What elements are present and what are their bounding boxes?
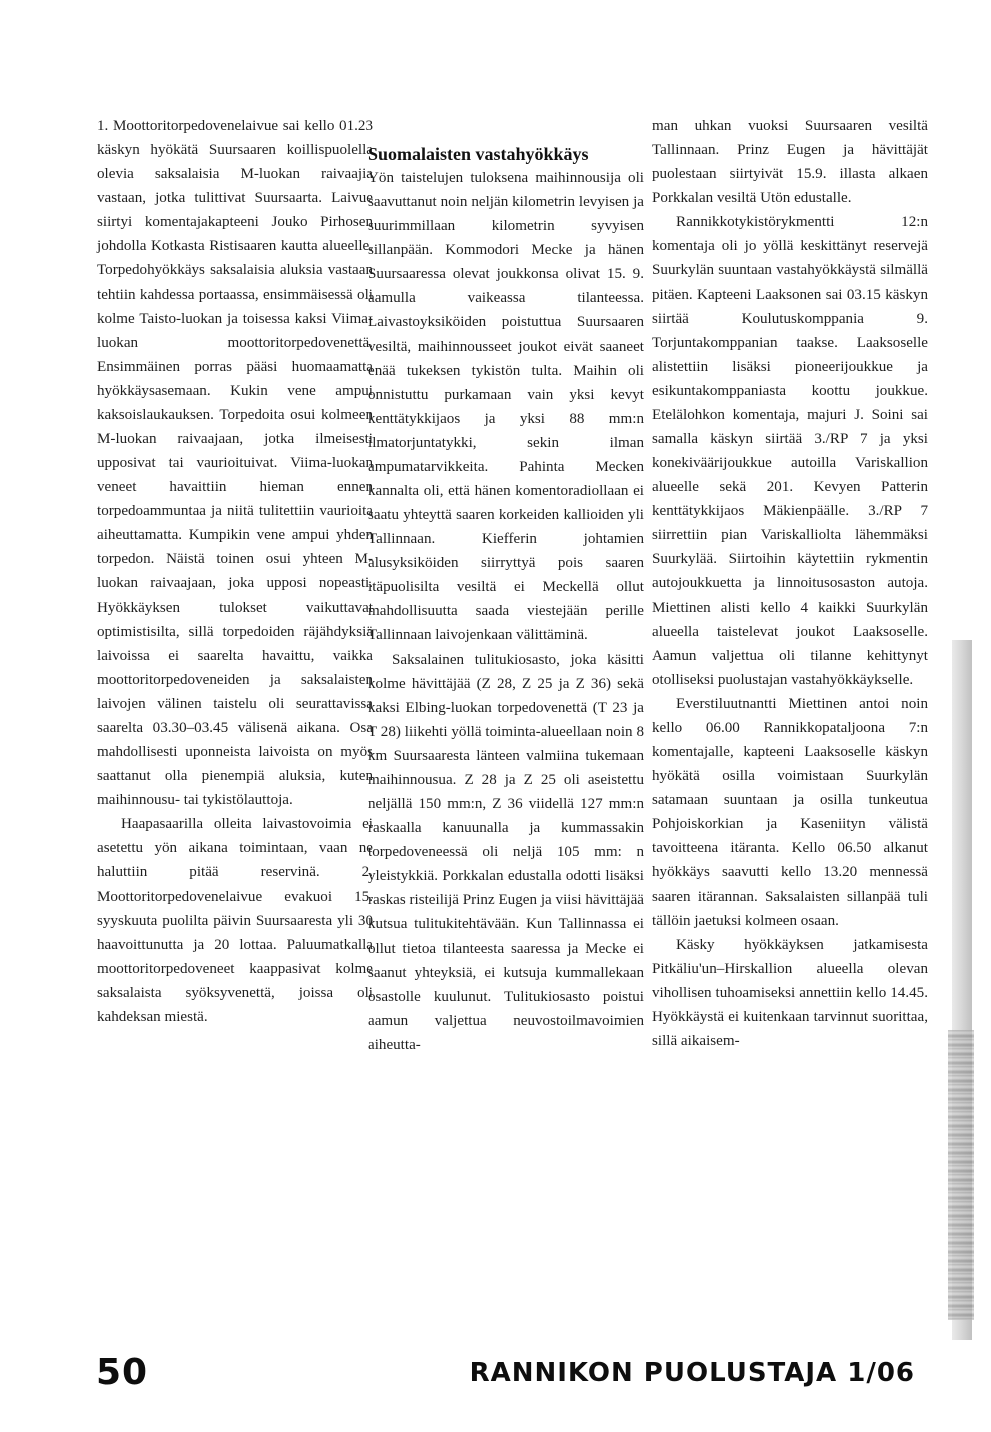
paragraph: Everstiluutnantti Miettinen antoi noin kello 06.00 Rannikkopataljoona 7:n komentajalle, kapteeni Laaksoselle käskyn hyökätä osilla voimistaan Suurkylän satamaan suuntaan ja osilla tunkeutua Pohjoiskorkian ja Kaseniityn välistä tavoitteena itäranta. Kello 06.50 alkanut hyökkäys saavutti kello 13.20 mennessä saaren itärannan. Saksalaisten sillanpää tuli tällöin jaetuksi kolmeen osaan. (652, 695, 928, 929)
page-edge-texture (948, 1030, 974, 1320)
text-column-3 (652, 114, 928, 1053)
text-column-1 (97, 114, 373, 1029)
paragraph: Rannikkotykistörykmentti 12:n komentaja oli jo yöllä keskittänyt reservejä Suurkylän suuntaan vastahyökkäystä silmällä pitäen. Kapteeni Laaksonen sai 03.15 käskyn siirtää Koulutuskomppania 9. Torjuntakomppanian taakse. Laaksoselle alistettiin lisäksi pioneerijoukkue ja esikuntakomppaniasta koottu joukkue. Etelälohkon komentaja, majuri J. Soini sai samalla käskyn siirtää 3./RP 7 ja yksi konekiväärijoukkue autoilla Variskallion alueelle sekä 201. Kevyen Patterin kenttätykkijaos Mäkienpäälle. 3./RP 7 siirrettiin pian Variskalliolta lähemmäksi Suurkylää. Siirtoihin käytettiin rykmentin autojoukkuetta ja linnoitusosaston autoja. Miettinen alisti kello 4 kaikki Suurkylän alueella taistelevat joukot Laaksoselle. Aamun valjettua oli tilanne kehittynyt otolliseksi puolustajan vastahyökkäykselle. (652, 214, 928, 688)
paragraph: Yön taistelujen tuloksena maihinnousija oli saavuttanut noin neljän kilometrin levyisen ja suurimmillaan kilometrin syvyisen sillanpään. Kommodori Mecke ja hänen Suursaaressa olevat joukkonsa olivat 15. 9. aamulla vaikeassa tilanteessa. Laivastoyksiköiden poistuttua Suursaaren vesiltä, maihinnousseet joukot eivät saaneet enää tukeksen tykistön tulta. Maihin oli onnistuttu purkamaan vain yksi kevyt kenttätykkijaos ja yksi 88 mm:n ilmatorjuntatykki, sekin ilman ampumatarvikkeita. Pahinta Mecken kannalta oli, että hänen komentoradiollaan ei saatu yhteyttä saaren korkeiden kallioiden yli Tallinnaan. Kiefferin johtamien alusyksiköiden siirryttyä pois saaren itäpuolisilta vesiltä ei Meckellä ollut mahdollisuutta saada viestejään perille Tallinnaan laivojenkaan välittäminä. (368, 170, 644, 644)
paragraph: Käsky hyökkäyksen jatkamisesta Pitkäliu'un–Hirskallion alueella olevan vihollisen tuhoamiseksi annettiin kello 14.45. Hyökkäystä ei kuitenkaan tarvinnut suorittaa, sillä aikaisem- (652, 936, 928, 1049)
paragraph: Haapasaarilla olleita laivastovoimia ei asetettu yön aikana toimintaan, vaan ne haluttiin pitää reservinä. 2. Moottoritorpedovenelaivue evakuoi 15. syyskuuta puolilta päivin Suursaaresta yli 30 haavoittunutta ja 20 lottaa. Paluumatkalla moottoritorpedoveneet kaappasivat kolme saksalaista syöksyvenettä, joissa oli kahdeksan miestä. (97, 816, 373, 1025)
paragraph: man uhkan vuoksi Suursaaren vesiltä Tallinnaan. Prinz Eugen ja hävittäjät puolestaan siirtyivät 15.9. illasta alkaen Porkkalan vesiltä Utön edustalle. (652, 118, 928, 207)
text-column-2 (368, 142, 644, 1057)
paragraph: Saksalainen tulitukiosasto, joka käsitti kolme hävittäjää (Z 28, Z 25 ja Z 36) sekä kaksi Elbing-luokan torpedovenettä (T 23 ja T 28) liikehti yöllä toiminta-alueellaan noin 8 km Suursaaresta länteen valmiina tukemaan maihinnousua. Z 28 ja Z 25 oli aseistettu neljällä 150 mm:n, Z 36 viidellä 127 mm:n raskaalla kanuunalla ja kummassakin torpedoveneessä oli neljä 105 mm: n yleistykkiä. Porkkalan edustalla odotti lisäksi raskas risteilijä Prinz Eugen ja viisi hävittäjää kutsua tulitukitehtävään. Kun Tallinnassa ei ollut tietoa tilanteesta saaressa ja Mecke ei saanut yhteyksiä, ei kutsuja kummallekaan osastolle kuulunut. Tulitukiosasto poistui aamun valjettua neuvostoilmavoimien aiheutta- (368, 651, 644, 1053)
magazine-footer-title: RANNIKON PUOLUSTAJA 1/06 (469, 1358, 915, 1388)
page-number: 50 (96, 1352, 149, 1393)
section-heading: Suomalaisten vastahyökkäys (368, 144, 589, 164)
paragraph: 1. Moottoritorpedovenelaivue sai kello 01.23 käskyn hyökätä Suursaaren koillispuolella olevia saksalaisia M-luokan raivaajia vastaan, jotka tulittivat Suursaarta. Laivue siirtyi komentajakapteeni Jouko Pirhosen johdolla Kotkasta Ristisaaren kautta alueelle. Torpedohyökkäys saksalaisia aluksia vastaan tehtiin kahdessa portaassa, ensimmäisessä oli kolme Taisto-luokan ja toisessa kaksi Viima-luokan moottoritorpedovenettä. Ensimmäinen porras pääsi huomaamatta hyökkäysasemaan. Kukin vene ampui kaksoislaukauksen. Torpedoita osui kolmeen M-luokan raivaajaan, jotka ilmeisesti upposivat tai vaurioituivat. Viima-luokan veneet havaittiin hieman ennen torpedoammuntaa ja niitä tulitettiin vaurioita aiheuttamatta. Kumpikin vene ampui yhden torpedon. Näistä toinen osui yhteen M-luokan raivaajaan, joka upposi nopeasti. Hyökkäyksen tulokset vaikuttavat optimistisilta, sillä torpedoiden räjähdyksiä laivoissa ei saarelta havaittu, vaikka moottoritorpedoveneiden ja saksalaisten laivojen välinen taistelu oli seurattavissa saarelta 03.30–03.45 välisenä aikana. Osa mahdollisesti uponneista laivoista on myös saattanut olla pienempiä aluksia, kuten maihinnousu- tai tykistölauttoja. (97, 118, 373, 809)
